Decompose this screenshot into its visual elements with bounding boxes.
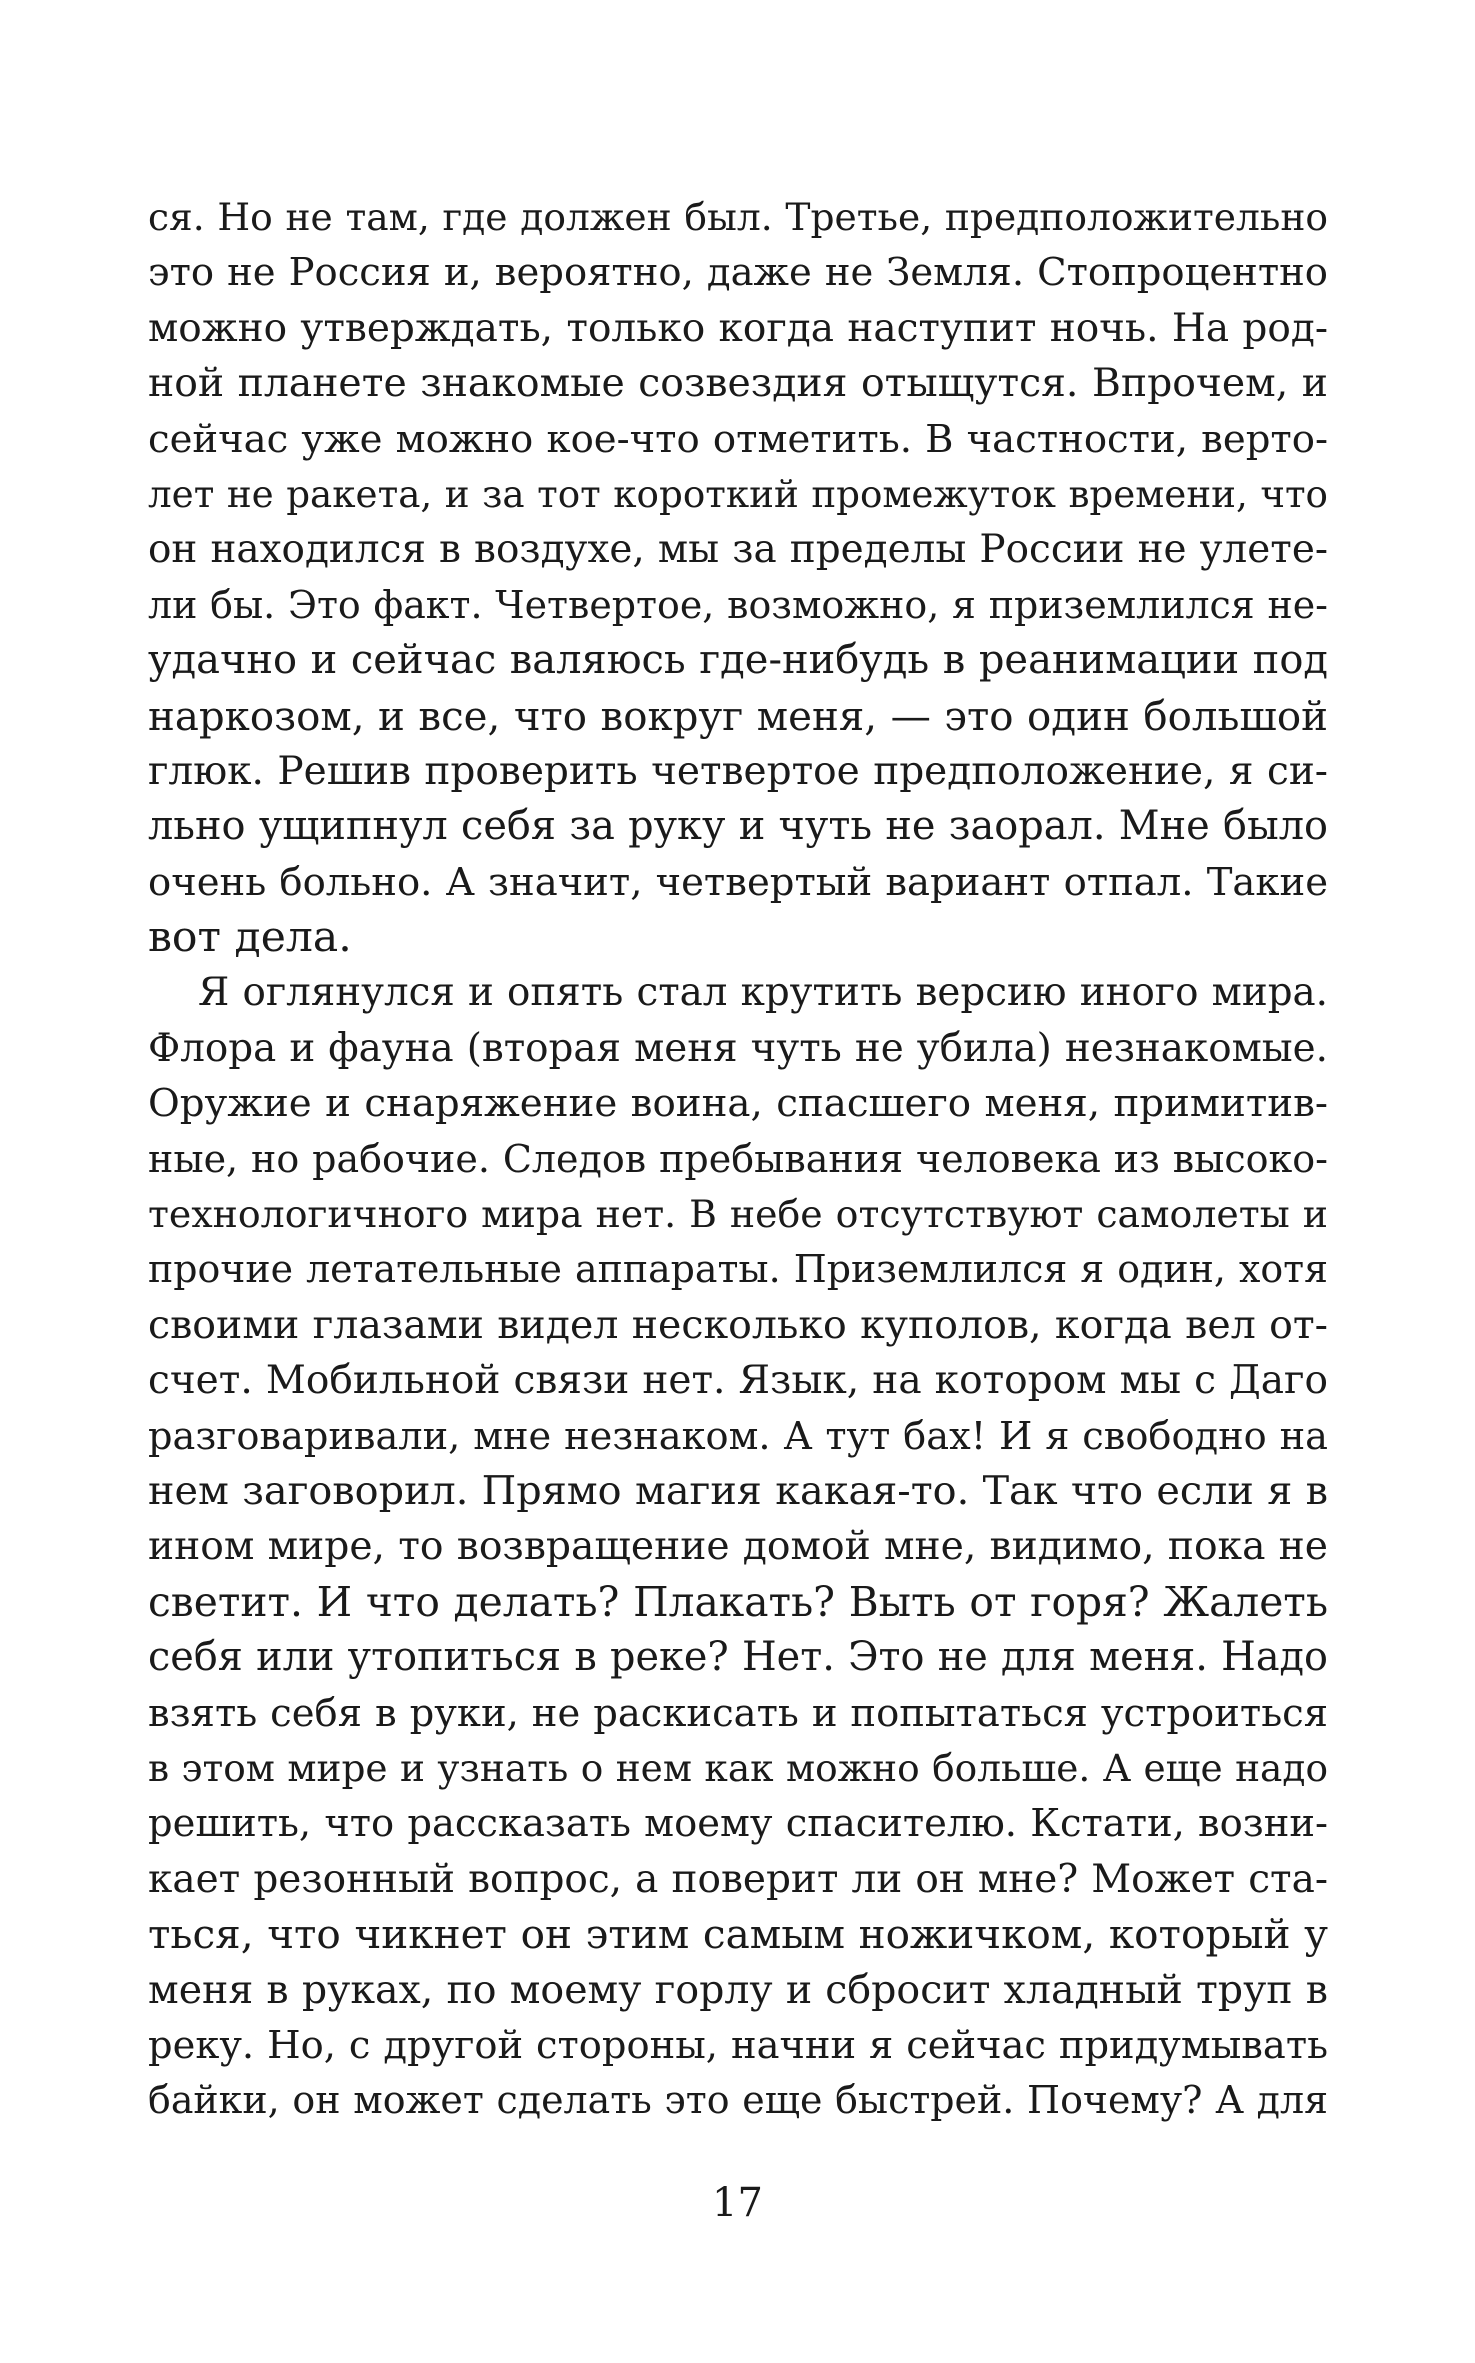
text-line: сейчас уже можно кое-что отметить. В частности, верто- <box>148 416 1328 462</box>
text-line: решить, что рассказать моему спасителю. Кстати, возни- <box>148 1801 1328 1847</box>
text-line: Флора и фауна (вторая меня чуть не убила) незнакомые. <box>148 1025 1328 1071</box>
text-line: своими глазами видел несколько куполов, когда вел от- <box>148 1301 1328 1348</box>
text-line: он находился в воздухе, мы за пределы России не улете- <box>148 527 1328 573</box>
text-line: вот дела. <box>148 913 352 963</box>
page-number: 17 <box>712 2180 763 2226</box>
paragraph-2 <box>148 965 1328 2128</box>
text-line: ли бы. Это факт. Четвертое, возможно, я приземлился не- <box>148 582 1328 627</box>
text-line: льно ущипнул себя за руку и чуть не заорал. Мне было <box>148 803 1328 850</box>
text-line: прочие летательные аппараты. Приземлился я один, хотя <box>148 1247 1328 1292</box>
text-line: кает резонный вопрос, а поверит ли он мне? Может ста- <box>148 1856 1328 1902</box>
text-line: байки, он может сделать это еще быстрей. Почему? А для <box>148 2078 1328 2123</box>
text-line: ные, но рабочие. Следов пребывания человека из высоко- <box>148 1136 1328 1181</box>
page-text <box>148 190 1328 2129</box>
text-line: реку. Но, с другой стороны, начни я сейчас придумывать <box>148 2022 1328 2068</box>
text-line: себя или утопиться в реке? Нет. Это не для меня. Надо <box>148 1634 1328 1681</box>
text-line: светит. И что делать? Плакать? Выть от горя? Жалеть <box>148 1577 1328 1626</box>
text-line: взять себя в руки, не раскисать и попытаться устроиться <box>148 1690 1328 1736</box>
text-line: удачно и сейчас валяюсь где-нибудь в реанимации под <box>148 637 1328 684</box>
text-line: счет. Мобильной связи нет. Язык, на котором мы с Даго <box>148 1358 1328 1404</box>
text-line: Оружие и снаряжение воина, спасшего меня, примитив- <box>148 1081 1328 1127</box>
text-line: глюк. Решив проверить четвертое предположение, я си- <box>148 748 1328 794</box>
text-line: можно утверждать, только когда наступит ночь. На род- <box>148 305 1328 351</box>
text-line: наркозом, и все, что вокруг меня, — это один большой <box>148 692 1328 740</box>
text-line: ся. Но не там, где должен был. Третье, предположительно <box>148 195 1328 239</box>
text-line: лет не ракета, и за тот короткий промежуток времени, что <box>148 471 1328 516</box>
text-line: разговаривали, мне незнаком. А тут бах! И я свободно на <box>148 1413 1328 1459</box>
paragraph-1 <box>148 190 1328 965</box>
text-line: очень больно. А значит, четвертый вариант отпал. Такие <box>148 859 1328 905</box>
text-line: меня в руках, по моему горлу и сбросит хладный труп в <box>148 1966 1328 2013</box>
text-line: ться, что чикнет он этим самым ножичком, который у <box>148 1910 1328 1959</box>
text-line: ной планете знакомые созвездия отыщутся. Впрочем, и <box>148 361 1328 407</box>
text-line: ином мире, то возвращение домой мне, видимо, пока не <box>148 1524 1328 1570</box>
text-line: нем заговорил. Прямо магия какая-то. Так что если я в <box>148 1467 1328 1514</box>
text-line: в этом мире и узнать о нем как можно больше. А еще надо <box>148 1745 1328 1790</box>
text-line: Я оглянулся и опять стал крутить версию иного мира. <box>198 970 1328 1016</box>
text-line: это не Россия и, вероятно, даже не Земля. Стопроцентно <box>148 250 1328 296</box>
text-line: технологичного мира нет. В небе отсутствуют самолеты и <box>148 1192 1328 1237</box>
